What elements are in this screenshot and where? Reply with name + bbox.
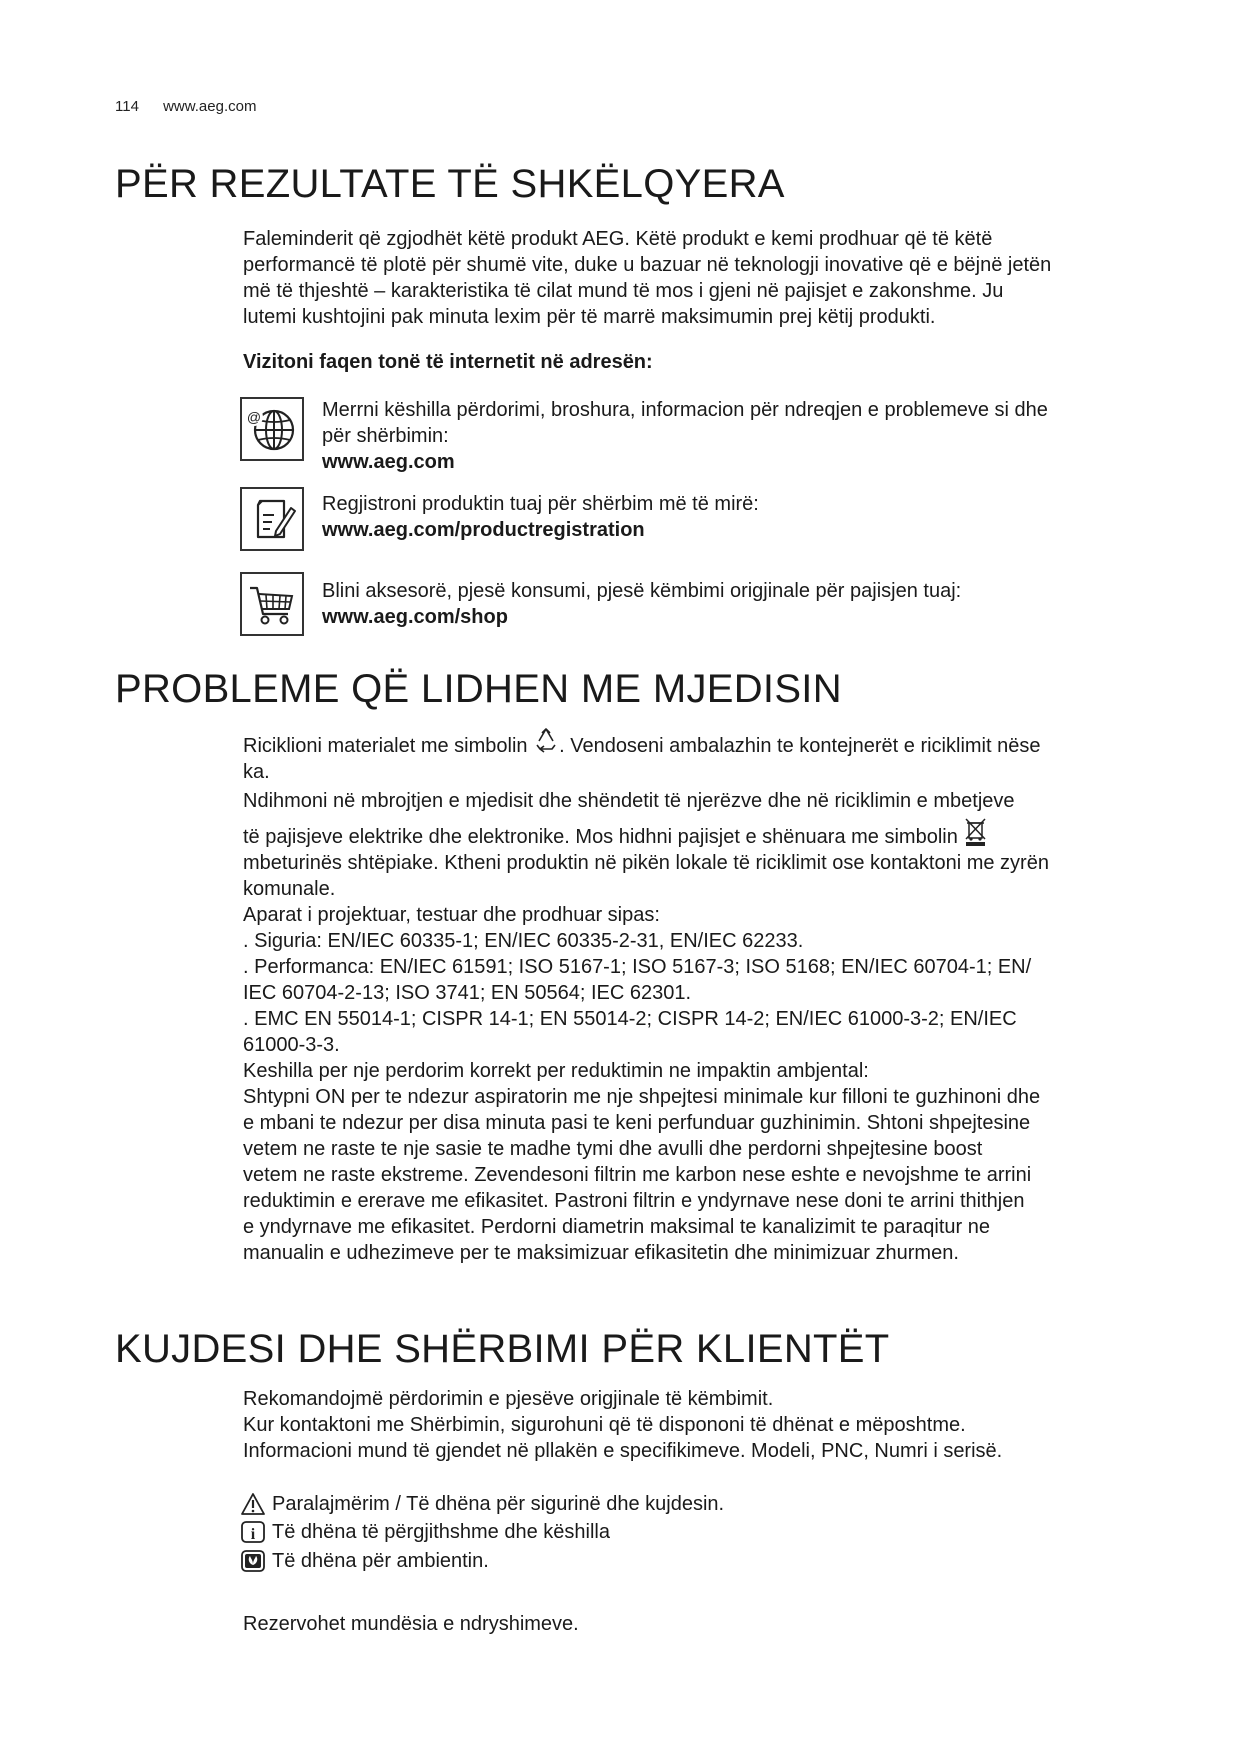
weee-line: të pajisjeve elektrike dhe elektronike. Mos hidhni pajisjet e shënuara me simbolin xyxy=(243,824,1143,850)
link-url-registration[interactable]: www.aeg.com/productregistration xyxy=(322,519,645,541)
header-website[interactable]: www.aeg.com xyxy=(163,98,257,115)
visit-heading: Vizitoni faqen tonë të internetit në adresën: xyxy=(243,351,653,373)
section-title-environment: PROBLEME QË LIDHEN ME MJEDISIN xyxy=(115,667,842,711)
recycle-line: Riciklioni materialet me simbolin . Vendoseni ambalazhin te kontejnerët e riciklimit nëse xyxy=(243,733,1143,759)
globe-icon xyxy=(240,397,304,461)
legend-environment: Të dhëna për ambientin. xyxy=(240,1548,489,1574)
intro-line: performancë të plotë për shumë vite, duke u bazuar në teknologji inovative që e bëjnë jetën xyxy=(243,254,1052,276)
link-text-registration: Regjistroni produktin tuaj për shërbim më të mirë: www.aeg.com/productregistration xyxy=(322,493,759,541)
warning-icon xyxy=(240,1492,266,1516)
section-title-results: PËR REZULTATE TË SHKËLQYERA xyxy=(115,162,785,206)
intro-line: lutemi kushtojini pak minuta lexim për të marrë maksimumin prej këtij produkti. xyxy=(243,306,936,328)
environment-icon xyxy=(240,1549,266,1573)
footer-note: Rezervohet mundësia e ndryshimeve. xyxy=(243,1613,579,1635)
legend-warning: Paralajmërim / Të dhëna për sigurinë dhe kujdesin. xyxy=(240,1491,724,1517)
environment-paragraph: Riciklioni materialet me simbolin . Vendoseni ambalazhin te kontejnerët e riciklimit nëse ka. Ndihmoni në mbrojtjen e mjedisit dhe shëndetit të njerëzve dhe në riciklimin e mbetjeve të pajisjeve elektrike dhe elektronike. Mos hidhni pajisjet e shënuara me simbolin mbeturinës shtëpiake. Ktheni produktin në pikën lokale të riciklimit ose kontaktoni me zyrën komunale. Aparat i projektuar, testuar dhe prodhuar sipas: . Siguria: EN/IEC 60335-1; EN/IEC 60335-2-31, EN/IEC 62233. . Performanca: EN/IEC 61591; ISO 5167-1; ISO 5167-3; ISO 5168; EN/IEC 60704-1; EN/ IEC 60704-2-13; ISO 3741; EN 50564; IEC 62301. . EMC EN 55014-1; CISPR 14-1; EN 55014-2; CISPR 14-2; EN/IEC 61000-3-2; EN/IEC 61000-3-3. Keshilla per nje perdorim korrekt per reduktimin ne impaktin ambjental: Shtypni ON per te ndezur aspiratorin me nje shpejtesi minimale kur filloni te guzhinoni dhe e mbani te ndezur per disa minuta pasi te keni perfunduar guzhinimin. Shtoni shpejtesine vetem ne raste te nje sasie te madhe tymi dhe avulli dhe perdorni shpejtesine boost vetem ne raste ekstreme. Zevendesoni filtrin me karbon nese eshte e nevojshme te arrini reduktimin e ererave me efikasitet. Pastroni filtrin e yndyrnave nese doni te arrini thithjen e yndyrnave me efikasitet. Perdorni diametrin maksimal te kanalizimit te paraqitur ne manualin e udhezimeve per te maksimizuar efikasitetin dhe minimizuar zhurmen. xyxy=(243,733,1143,1266)
recycle-icon xyxy=(533,727,559,753)
section-title-customer-care: KUJDESI DHE SHËRBIMI PËR KLIENTËT xyxy=(115,1327,890,1371)
svg-text:i: i xyxy=(250,1526,256,1543)
legend-info: i Të dhëna të përgjithshme dhe këshilla xyxy=(240,1519,610,1545)
intro-line: Faleminderit që zgjodhët këtë produkt AEG. Këtë produkt e kemi prodhuar që të këtë xyxy=(243,228,993,250)
registration-icon xyxy=(240,487,304,551)
link-text-website: Merrni këshilla përdorimi, broshura, informacion për ndreqjen e problemeve si dhe për shërbimin: www.aeg.com xyxy=(322,399,1048,473)
link-url-website[interactable]: www.aeg.com xyxy=(322,451,455,473)
page-number: 114 xyxy=(115,98,139,115)
info-icon xyxy=(240,1520,266,1544)
shopping-cart-icon xyxy=(240,572,304,636)
svg-text:@: @ xyxy=(246,409,262,425)
link-text-shop: Blini aksesorë, pjesë konsumi, pjesë këmbimi origjinale për pajisjen tuaj: www.aeg.com/shop xyxy=(322,580,962,628)
intro-paragraph xyxy=(243,226,1143,330)
customer-care-paragraph: Rekomandojmë përdorimin e pjesëve origjinale të këmbimit. Kur kontaktoni me Shërbimin, sigurohuni që të dispononi të dhënat e mëposhtme. Informacioni mund të gjendet në pllakën e specifikimeve. Modeli, PNC, Numri i serisë. xyxy=(243,1388,1003,1462)
intro-line: më të thjeshtë – karakteristika të cilat mund të mos i gjeni në pajisjet e zakonshme. Ju xyxy=(243,280,1004,302)
page-header xyxy=(115,98,256,115)
link-url-shop[interactable]: www.aeg.com/shop xyxy=(322,606,508,628)
crossed-bin-icon xyxy=(963,817,989,847)
